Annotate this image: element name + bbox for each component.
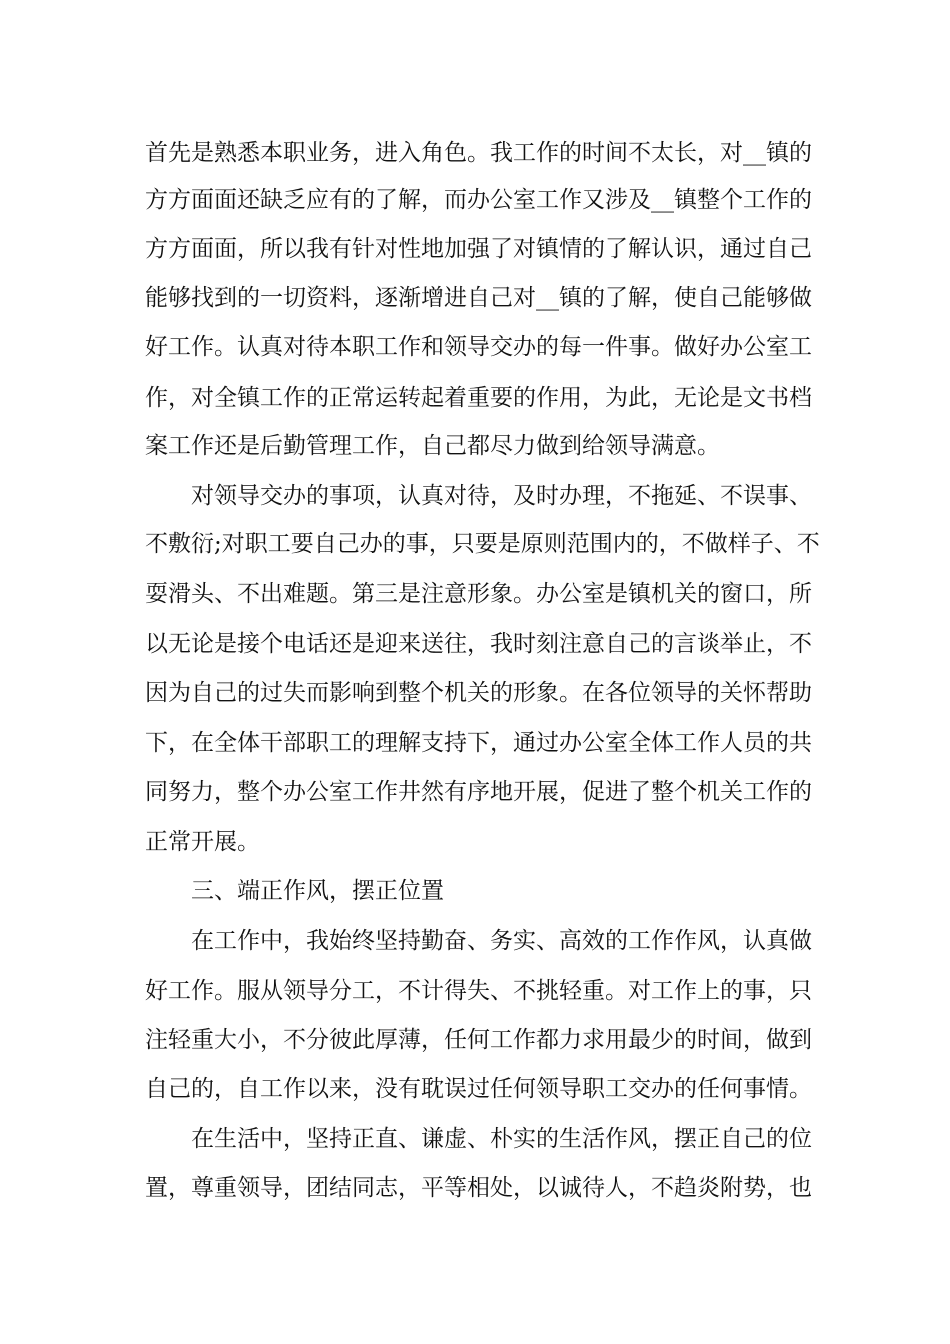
text-line: 不敷衍;对职工要自己办的事，只要是原则范围内的，不做样子、不 [145, 531, 820, 557]
text-line: 正常开展。 [145, 829, 260, 855]
text-line: 以无论是接个电话还是迎来送往，我时刻注意自己的言谈举止，不 [145, 631, 812, 657]
text-line: 方方面面还缺乏应有的了解，而办公室工作又涉及__镇整个工作的 [145, 187, 812, 213]
text-line: 自己的，自工作以来，没有耽误过任何领导职工交办的任何事情。 [145, 1076, 812, 1102]
text-line: 置，尊重领导，团结同志，平等相处，以诚待人，不趋炎附势，也 [145, 1175, 812, 1201]
text-line: 因为自己的过失而影响到整个机关的形象。在各位领导的关怀帮助 [145, 680, 812, 706]
text-line: 首先是熟悉本职业务，进入角色。我工作的时间不太长，对__镇的 [145, 140, 812, 166]
paragraph-first-line: 在工作中，我始终坚持勤奋、务实、高效的工作作风，认真做 [191, 928, 812, 954]
text-line: 好工作。认真对待本职工作和领导交办的每一件事。做好办公室工 [145, 334, 812, 360]
paragraph-first-line: 对领导交办的事项，认真对待，及时办理，不拖延、不误事、 [191, 483, 812, 509]
text-line: 同努力，整个办公室工作井然有序地开展，促进了整个机关工作的 [145, 779, 812, 805]
text-line: 能够找到的一切资料，逐渐增进自己对__镇的了解，使自己能够做 [145, 285, 812, 311]
section-heading: 三、端正作风，摆正位置 [191, 878, 444, 904]
text-line: 好工作。服从领导分工，不计得失、不挑轻重。对工作上的事，只 [145, 978, 812, 1004]
text-line: 下，在全体干部职工的理解支持下，通过办公室全体工作人员的共 [145, 730, 812, 756]
paragraph-first-line: 在生活中，坚持正直、谦虚、朴实的生活作风，摆正自己的位 [191, 1126, 812, 1152]
text-line: 注轻重大小，不分彼此厚薄，任何工作都力求用最少的时间，做到 [145, 1027, 812, 1053]
text-line: 耍滑头、不出难题。第三是注意形象。办公室是镇机关的窗口，所 [145, 581, 812, 607]
text-line: 案工作还是后勤管理工作，自己都尽力做到给领导满意。 [145, 433, 720, 459]
text-line: 方方面面，所以我有针对性地加强了对镇情的了解认识，通过自己 [145, 236, 812, 262]
text-line: 作，对全镇工作的正常运转起着重要的作用，为此，无论是文书档 [145, 385, 812, 411]
